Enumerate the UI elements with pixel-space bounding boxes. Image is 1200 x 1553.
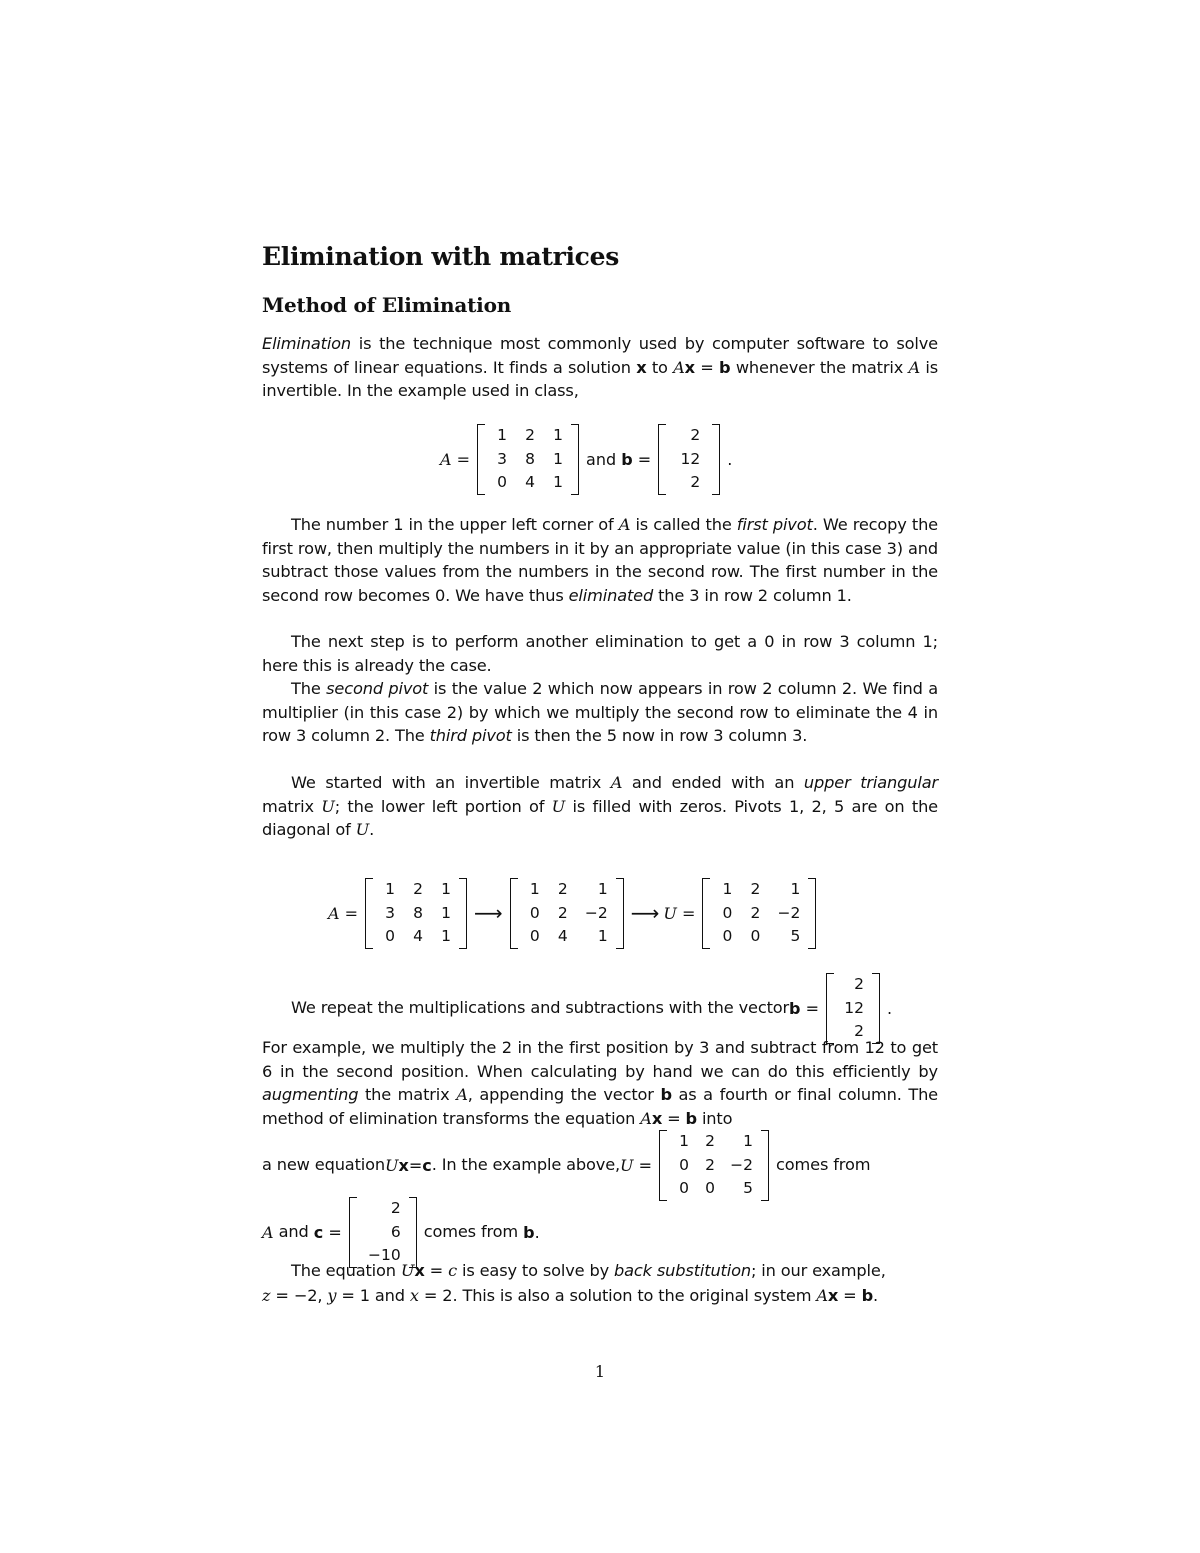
paragraph-augmenting: For example, we multiply the 2 in the first position by 3 and subtract from 12 to get 6 in the second position. When calculating by hand we can do this efficiently by augmenting the matrix A, appending the vector b as a fourth or final column. The method of elimination transforms the equation Ax = b into bbox=[262, 1038, 938, 1128]
matrix-U-inline: 1 2 1 0 2 −2 0 0 5 bbox=[659, 1130, 769, 1201]
matrix-A: 1 2 1 3 8 1 0 4 1 bbox=[477, 424, 579, 495]
matrix-U: 1 2 1 0 2 −2 0 0 5 bbox=[702, 878, 816, 949]
paragraph-new-equation: a new equation U x = c . In the example above, U = 1 2 1 0 2 −2 0 0 5 comes from bbox=[262, 1130, 938, 1201]
page-title: Elimination with matrices bbox=[262, 242, 619, 271]
arrow-icon: ⟶ bbox=[630, 901, 660, 926]
vector-b-repeat: 2 12 2 bbox=[826, 973, 880, 1044]
page-number: 1 bbox=[594, 1362, 606, 1381]
paragraph-solution: z = −2, y = 1 and x = 2. This is also a solution to the original system Ax = b. bbox=[262, 1286, 879, 1305]
matrix-after-step-1: 1 2 1 0 2 −2 0 4 1 bbox=[510, 878, 624, 949]
equation-A-and-b: A = 1 2 1 3 8 1 0 4 1 and b = 2 12 2 . bbox=[440, 424, 732, 495]
paragraph-repeat-with-b: We repeat the multiplications and subtractions with the vector b = 2 12 2 . bbox=[291, 973, 892, 1044]
paragraph-second-pivot: The second pivot is the value 2 which now appears in row 2 column 2. We find a multiplier (in this case 2) by which we multiply the second row to eliminate the 4 in row 3 column 2. The third pivot is then the 5 now in row 3 column 3. bbox=[262, 679, 938, 746]
arrow-icon: ⟶ bbox=[474, 901, 503, 926]
paragraph-back-substitution: The equation Ux = c is easy to solve by back substitution; in our example, bbox=[291, 1261, 886, 1280]
matrix-A-original: 1 2 1 3 8 1 0 4 1 bbox=[365, 878, 467, 949]
paragraph-upper-triangular: We started with an invertible matrix A and ended with an upper triangular matrix U; the lower left portion of U is filled with zeros. Pivots 1, 2, 5 are on the diagonal of U. bbox=[262, 773, 938, 840]
paragraph-intro: Elimination is the technique most commonly used by computer software to solve systems of linear equations. It finds a solution x to Ax = b whenever the matrix A is invertible. In the example used in class, bbox=[262, 334, 938, 401]
vector-c: 2 6 −10 bbox=[349, 1197, 417, 1268]
section-heading: Method of Elimination bbox=[262, 293, 512, 317]
vector-b: 2 12 2 bbox=[658, 424, 720, 495]
paragraph-first-pivot: The number 1 in the upper left corner of A is called the first pivot. We recopy the first row, then multiply the numbers in it by an appropriate value (in this case 3) and subtract those values from the numbers in the second row. The first number in the second row becomes 0. We have thus eliminated the 3 in row 2 column 1. bbox=[262, 515, 938, 605]
equation-elimination-steps: A = 1 2 1 3 8 1 0 4 1 ⟶ 1 2 1 0 2 −2 0 4 1 ⟶ U = 1 2 1 0 2 −2 0 0 5 bbox=[328, 878, 823, 949]
paragraph-c-vector: A and c = 2 6 −10 comes from b . bbox=[262, 1197, 540, 1268]
paragraph-next-step: The next step is to perform another elimination to get a 0 in row 3 column 1; here this is already the case. bbox=[262, 632, 938, 675]
